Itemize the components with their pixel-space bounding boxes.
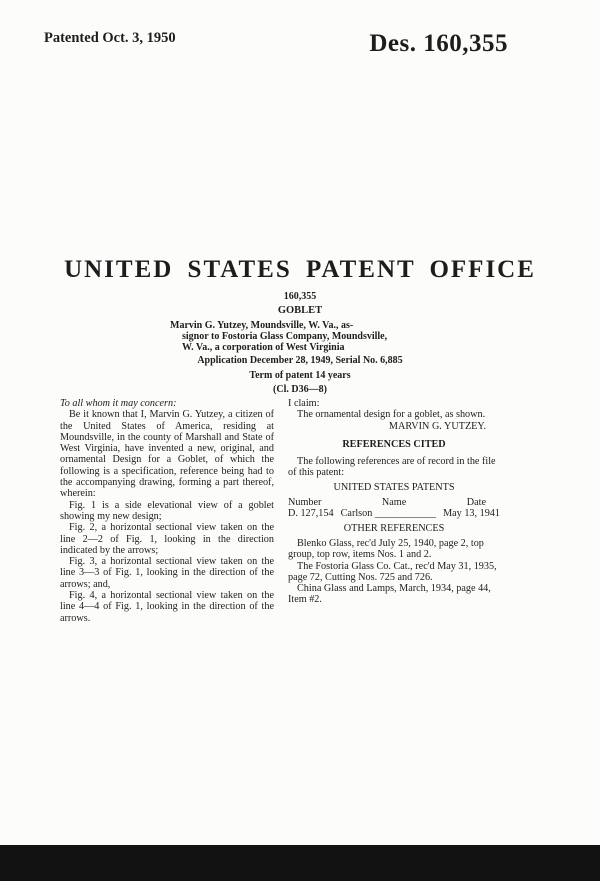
header-date: Date <box>466 497 486 509</box>
claim-text: The ornamental design for a goblet, as shown. <box>297 409 486 421</box>
us-patents-heading: UNITED STATES PATENTS <box>333 481 455 493</box>
claims-column <box>288 398 500 606</box>
other-reference: The Fostoria Glass Co. Cat., rec'd May 31, 1935, page 72, Cutting Nos. 725 and 726. <box>288 560 497 583</box>
office-title: UNITED STATES PATENT OFFICE <box>64 256 536 283</box>
table-header-row <box>288 497 500 508</box>
header-name: Name <box>381 497 407 509</box>
design-name: GOBLET <box>277 305 323 316</box>
spec-paragraph: Fig. 4, a horizontal sectional view taken on the line 4—4 of Fig. 1, looking in the direction of the arrows. <box>60 590 274 624</box>
term-info: Term of patent 14 years <box>249 370 351 381</box>
header-number: Number <box>288 497 322 509</box>
spec-paragraph: Fig. 2, a horizontal sectional view taken on the line 2—2 of Fig. 1, looking in the direction indicated by the arrows; <box>60 522 274 556</box>
scan-bottom-border <box>0 845 600 881</box>
spec-paragraph: Fig. 1 is a side elevational view of a goblet showing my new design; <box>60 499 274 522</box>
patent-number: 160,355 <box>283 291 317 302</box>
inventor-block <box>170 320 420 353</box>
references-heading: REFERENCES CITED <box>342 438 446 450</box>
spec-paragraph: Fig. 3, a horizontal sectional view taken on the line 3—3 of Fig. 1, looking in the direction of the arrows; and, <box>60 556 274 590</box>
other-references-heading: OTHER REFERENCES <box>343 522 445 534</box>
application-info: Application December 28, 1949, Serial No. 6,885 <box>197 355 403 366</box>
cell-number: D. 127,154 <box>288 508 334 520</box>
specification-column <box>60 398 274 624</box>
salutation: To all whom it may concern: <box>60 398 177 409</box>
cell-name: Carlson ____________ <box>340 508 437 520</box>
cell-date: May 13, 1941 <box>443 508 500 520</box>
inventor-line: W. Va., a corporation of West Virginia <box>182 342 345 353</box>
patent-date: Patented Oct. 3, 1950 <box>44 30 176 46</box>
signature: MARVIN G. YUTZEY. <box>388 420 486 432</box>
design-number: Des. 160,355 <box>369 30 508 57</box>
inventor-line: Marvin G. Yutzey, Moundsville, W. Va., as- <box>170 320 354 331</box>
classification: (Cl. D36—8) <box>273 384 327 395</box>
inventor-line: signor to Fostoria Glass Company, Moundsville, <box>182 331 388 342</box>
references-intro: The following references are of record in the file of this patent: <box>288 456 496 479</box>
spec-paragraph: Be it known that I, Marvin G. Yutzey, a citizen of the United States of America, residing at Moundsville, in the county of Marshall and State of West Virginia, have invented a new, original, and ornamental Design for a Goblet, of which the following is a specification, reference being had to the accompanying drawing, forming a part thereof, wherein: <box>60 409 274 500</box>
claim-intro: I claim: <box>288 398 320 409</box>
table-row <box>288 508 500 519</box>
other-reference: China Glass and Lamps, March, 1934, page 44, Item #2. <box>288 583 491 606</box>
other-reference: Blenko Glass, rec'd July 25, 1940, page 2, top group, top row, items Nos. 1 and 2. <box>288 537 484 561</box>
